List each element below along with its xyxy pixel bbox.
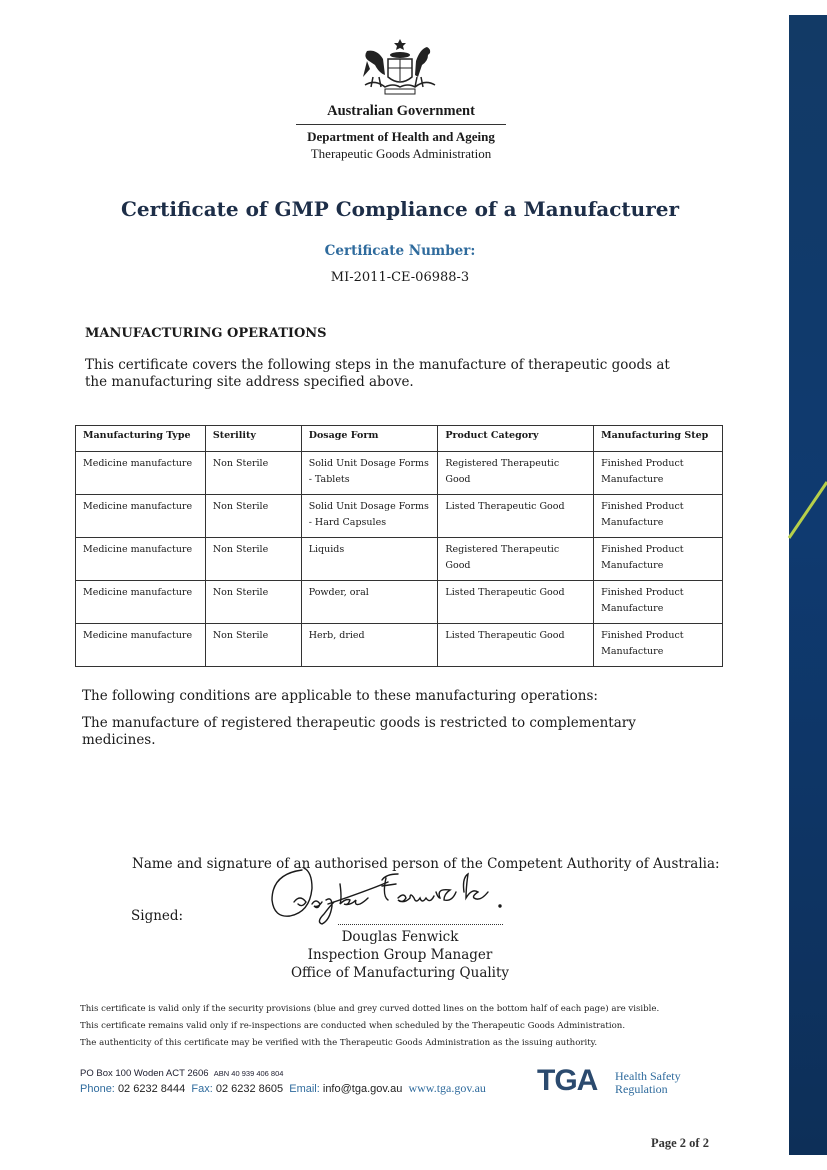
table-cell: Registered Therapeutic Good — [438, 452, 594, 495]
validity-note: This certificate is valid only if the security provisions (blue and grey curved dotted lines on the bottom half of each page) are visible. — [80, 1004, 660, 1014]
validity-notes — [80, 1001, 730, 1052]
validity-note: The authenticity of this certificate may be verified with the Therapeutic Goods Administration as the issuing authority. — [80, 1038, 598, 1048]
table-cell: Finished Product Manufacture — [594, 624, 723, 667]
column-header: Manufacturing Step — [594, 426, 723, 452]
table-cell: Finished Product Manufacture — [594, 538, 723, 581]
signatory-role: Inspection Group Manager — [307, 947, 493, 963]
certificate-number-label: Certificate Number: — [324, 243, 476, 259]
signatory-office: Office of Manufacturing Quality — [290, 965, 510, 981]
department-name: Department of Health and Ageing — [307, 129, 495, 144]
header-divider — [296, 124, 506, 125]
signed-label: Signed: — [131, 908, 184, 924]
contact-line — [80, 1081, 486, 1096]
table-cell: Finished Product Manufacture — [594, 581, 723, 624]
postal-address-line — [80, 1068, 283, 1079]
handwritten-signature — [268, 862, 508, 932]
page-number: Page 2 of 2 — [651, 1136, 709, 1150]
table-row — [76, 452, 723, 495]
certificate-number: MI-2011-CE-06988-3 — [330, 270, 470, 285]
phone-label: Phone: — [80, 1083, 115, 1095]
table-cell: Medicine manufacture — [76, 624, 206, 667]
signature-line — [338, 924, 503, 925]
table-cell: Listed Therapeutic Good — [438, 624, 594, 667]
table-row — [76, 495, 723, 538]
manufacturing-operations-table — [75, 425, 723, 667]
agency-name: Therapeutic Goods Administration — [310, 146, 492, 161]
table-cell: Liquids — [301, 538, 438, 581]
column-header: Manufacturing Type — [76, 426, 206, 452]
tagline-line: Health Safety — [615, 1069, 681, 1083]
column-header: Dosage Form — [301, 426, 438, 452]
table-cell: Non Sterile — [205, 495, 301, 538]
section-heading: MANUFACTURING OPERATIONS — [85, 326, 327, 341]
table-header-row — [76, 426, 723, 452]
table-cell: Medicine manufacture — [76, 452, 206, 495]
section-intro: This certificate covers the following steps in the manufacture of therapeutic goods at the manufacturing site address specified above. — [85, 357, 670, 390]
government-name: Australian Government — [327, 103, 475, 119]
table-cell: Finished Product Manufacture — [594, 452, 723, 495]
table-cell: Non Sterile — [205, 581, 301, 624]
table-cell: Medicine manufacture — [76, 538, 206, 581]
signatory-block — [280, 928, 520, 982]
table-cell: Solid Unit Dosage Forms - Tablets — [301, 452, 438, 495]
tga-logo: TGA — [537, 1064, 598, 1097]
tga-tagline — [615, 1070, 681, 1096]
fax-number: 02 6232 8605 — [215, 1083, 284, 1095]
column-header: Product Category — [438, 426, 594, 452]
table-cell: Non Sterile — [205, 624, 301, 667]
table-row — [76, 538, 723, 581]
table-cell: Medicine manufacture — [76, 495, 206, 538]
table-cell: Non Sterile — [205, 452, 301, 495]
table-cell: Listed Therapeutic Good — [438, 495, 594, 538]
validity-note: This certificate remains valid only if re-inspections are conducted when scheduled by the Therapeutic Goods Administration. — [80, 1021, 626, 1031]
decorative-side-band — [789, 15, 827, 1155]
conditions-text: The manufacture of registered therapeutic goods is restricted to complementary medicines. — [82, 715, 636, 748]
signatory-name: Douglas Fenwick — [341, 929, 459, 945]
table-cell: Registered Therapeutic Good — [438, 538, 594, 581]
postal-address: PO Box 100 Woden ACT 2606 — [80, 1068, 209, 1079]
authority-statement: Name and signature of an authorised person of the Competent Authority of Australia: — [132, 856, 720, 872]
abn-number: ABN 40 939 406 804 — [213, 1069, 284, 1078]
email-address: info@tga.gov.au — [322, 1083, 403, 1095]
fax-label: Fax: — [191, 1083, 213, 1095]
conditions-lead: The following conditions are applicable to these manufacturing operations: — [82, 688, 598, 704]
phone-number: 02 6232 8444 — [117, 1083, 186, 1095]
table-row — [76, 581, 723, 624]
side-band-accent-stripe — [785, 480, 827, 540]
document-title: Certificate of GMP Compliance of a Manufacturer — [120, 197, 680, 221]
tagline-line: Regulation — [615, 1082, 668, 1096]
table-cell: Solid Unit Dosage Forms - Hard Capsules — [301, 495, 438, 538]
table-row — [76, 624, 723, 667]
table-cell: Listed Therapeutic Good — [438, 581, 594, 624]
column-header: Sterility — [205, 426, 301, 452]
table-cell: Non Sterile — [205, 538, 301, 581]
table-cell: Powder, oral — [301, 581, 438, 624]
email-label: Email: — [289, 1083, 320, 1095]
coat-of-arms-logo — [355, 37, 445, 99]
table-cell: Medicine manufacture — [76, 581, 206, 624]
website-link[interactable]: www.tga.gov.au — [408, 1081, 486, 1095]
table-cell: Finished Product Manufacture — [594, 495, 723, 538]
table-cell: Herb, dried — [301, 624, 438, 667]
